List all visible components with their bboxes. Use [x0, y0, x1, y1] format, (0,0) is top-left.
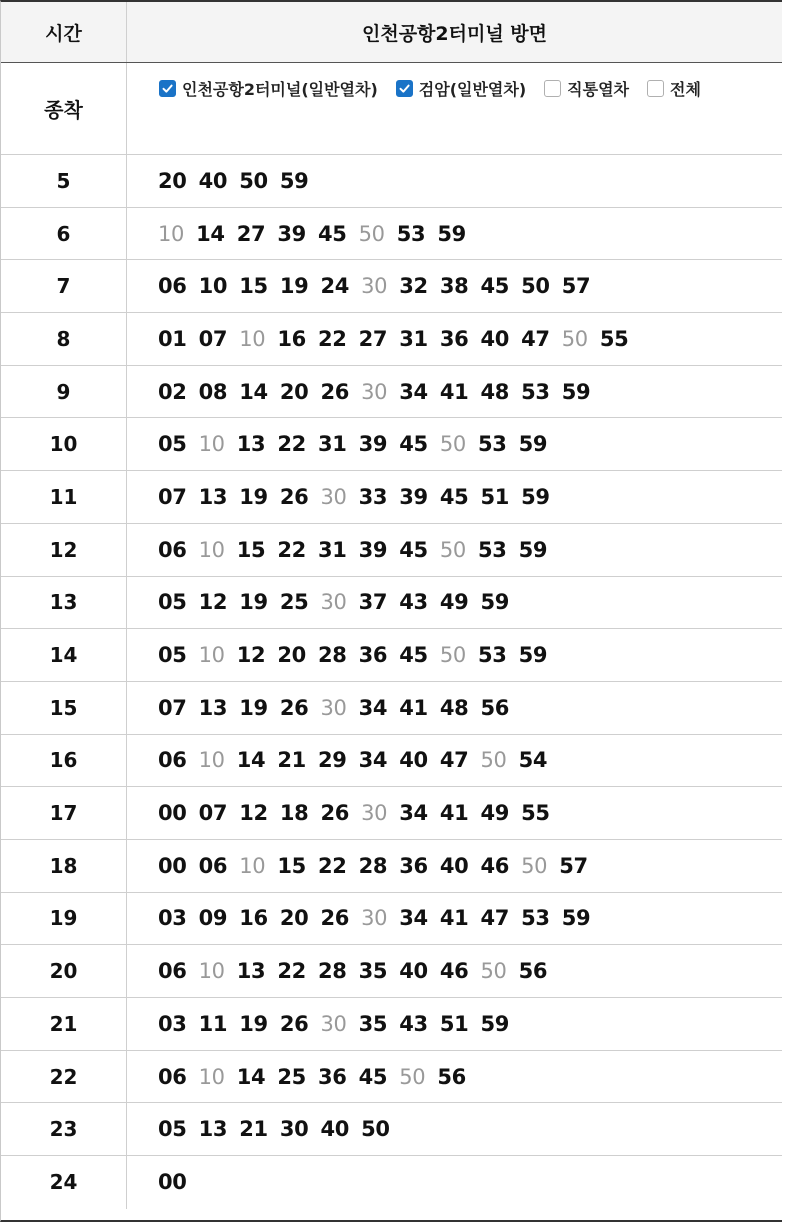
- departure-times: [127, 155, 782, 207]
- departure-times: [127, 577, 782, 629]
- departure-minute: 48: [439, 695, 469, 720]
- departure-minute: 25: [279, 590, 309, 615]
- departure-minute: 13: [236, 432, 266, 457]
- departure-minute: 40: [320, 1117, 350, 1142]
- departure-minute: 49: [480, 801, 510, 826]
- train-type-filters: [127, 63, 782, 154]
- departure-minute-muted: 50: [439, 432, 466, 457]
- departure-minute-muted: 50: [358, 221, 385, 246]
- table-row: [1, 418, 782, 471]
- departure-minute: 26: [279, 1011, 309, 1036]
- filter-option-label: 검암(일반열차): [418, 80, 527, 99]
- departure-minute: 36: [358, 643, 388, 668]
- departure-times: [127, 682, 782, 734]
- departure-minute: 21: [277, 748, 306, 773]
- table-header-row: [1, 2, 782, 63]
- departure-minute-muted: 10: [198, 643, 225, 668]
- table-row: [1, 945, 782, 998]
- departure-minute: 56: [480, 695, 510, 720]
- departure-minute: 47: [480, 906, 510, 931]
- departure-minute: 40: [198, 168, 228, 193]
- departure-minute: 50: [361, 1117, 390, 1142]
- departure-minute: 55: [599, 326, 629, 351]
- departure-minute-muted: 30: [320, 484, 347, 509]
- timetable-body: [1, 155, 782, 1209]
- departure-times: [127, 418, 782, 470]
- departure-minute-muted: 30: [320, 695, 347, 720]
- departure-minute: 05: [158, 1117, 187, 1142]
- hour-cell: 23: [1, 1103, 127, 1155]
- departure-minute: 57: [561, 274, 591, 299]
- departure-minute: 24: [320, 274, 350, 299]
- departure-minute: 59: [561, 906, 591, 931]
- filter-row: [1, 63, 782, 155]
- filter-option-3[interactable]: [647, 77, 701, 100]
- departure-minute: 57: [559, 853, 588, 878]
- departure-minute: 26: [320, 379, 350, 404]
- departure-minute: 45: [480, 274, 510, 299]
- departure-minute: 12: [239, 801, 268, 826]
- table-row: [1, 840, 782, 893]
- departure-minute: 39: [358, 537, 388, 562]
- hour-cell: 22: [1, 1051, 127, 1103]
- departure-minute: 26: [279, 484, 309, 509]
- departure-minute: 49: [439, 590, 469, 615]
- table-row: [1, 629, 782, 682]
- departure-minute: 14: [196, 221, 225, 246]
- hour-cell: 13: [1, 577, 127, 629]
- departure-minute: 12: [236, 643, 266, 668]
- departure-minute: 06: [158, 537, 187, 562]
- departure-minute: 59: [518, 643, 548, 668]
- departure-minute-muted: 10: [198, 432, 225, 457]
- departure-minute: 33: [358, 484, 388, 509]
- hour-cell: 11: [1, 471, 127, 523]
- departure-minute-muted: 50: [521, 853, 548, 878]
- departure-minute: 05: [158, 643, 187, 668]
- departure-minute: 00: [158, 801, 187, 826]
- departure-minute: 00: [158, 1170, 187, 1195]
- departure-minute-muted: 10: [239, 853, 266, 878]
- filter-option-label: 인천공항2터미널(일반열차): [182, 80, 378, 99]
- departure-minute: 34: [358, 748, 388, 773]
- departure-minute: 45: [399, 643, 428, 668]
- departure-minute: 53: [521, 379, 550, 404]
- table-row: [1, 1103, 782, 1156]
- filter-option-label: 전체: [669, 80, 701, 99]
- departure-minute: 26: [320, 801, 350, 826]
- departure-times: [127, 524, 782, 576]
- departure-minute: 40: [480, 326, 510, 351]
- departure-minute: 48: [480, 379, 510, 404]
- hour-cell: 15: [1, 682, 127, 734]
- table-row: [1, 1051, 782, 1104]
- checkbox-unchecked-icon[interactable]: [544, 80, 561, 97]
- departure-minute: 32: [399, 274, 428, 299]
- departure-minute: 07: [198, 326, 228, 351]
- departure-times: [127, 893, 782, 945]
- table-row: [1, 998, 782, 1051]
- departure-minute: 36: [318, 1064, 347, 1089]
- departure-minute: 59: [521, 484, 550, 509]
- table-row: [1, 1156, 782, 1209]
- departure-minute: 51: [480, 484, 510, 509]
- departure-minute: 22: [277, 959, 306, 984]
- table-row: [1, 366, 782, 419]
- hour-cell: 18: [1, 840, 127, 892]
- departure-minute-muted: 30: [361, 379, 388, 404]
- departure-minute: 15: [277, 853, 306, 878]
- departure-minute: 46: [480, 853, 510, 878]
- departure-minute: 59: [279, 168, 309, 193]
- hour-cell: 21: [1, 998, 127, 1050]
- departure-minute-muted: 10: [198, 959, 225, 984]
- departure-minute: 45: [318, 221, 347, 246]
- departure-minute-muted: 30: [361, 906, 388, 931]
- departure-minute: 51: [439, 1011, 469, 1036]
- departure-minute: 08: [198, 379, 228, 404]
- departure-minute: 47: [439, 748, 469, 773]
- departure-minute: 47: [521, 326, 550, 351]
- hour-cell: 7: [1, 260, 127, 312]
- departure-minute: 15: [236, 537, 266, 562]
- departure-minute: 05: [158, 590, 187, 615]
- departure-minute: 01: [158, 326, 187, 351]
- hour-cell: 12: [1, 524, 127, 576]
- departure-minute: 39: [277, 221, 306, 246]
- direction-column-header: 인천공항2터미널 방면: [361, 22, 548, 45]
- departure-minute: 59: [561, 379, 591, 404]
- departure-minute: 31: [318, 537, 347, 562]
- departure-minute: 45: [399, 432, 428, 457]
- departure-times: [127, 1156, 782, 1209]
- departure-minute: 12: [198, 590, 228, 615]
- departure-minute: 59: [518, 537, 548, 562]
- departure-times: [127, 735, 782, 787]
- departure-minute: 13: [198, 1117, 228, 1142]
- departure-minute: 03: [158, 906, 187, 931]
- departure-minute: 02: [158, 379, 187, 404]
- departure-minute: 59: [437, 221, 466, 246]
- departure-minute: 07: [158, 695, 187, 720]
- table-row: [1, 787, 782, 840]
- departure-minute: 13: [198, 695, 228, 720]
- departure-minute: 16: [277, 326, 306, 351]
- departure-minute: 27: [358, 326, 388, 351]
- departure-minute: 14: [239, 379, 268, 404]
- departure-minute: 54: [518, 748, 548, 773]
- departure-minute: 43: [399, 1011, 428, 1036]
- departure-minute-muted: 10: [198, 1064, 225, 1089]
- hour-cell: 16: [1, 735, 127, 787]
- departure-minute: 53: [478, 537, 507, 562]
- departure-minute: 34: [399, 379, 428, 404]
- departure-minute: 22: [318, 326, 347, 351]
- table-row: [1, 155, 782, 208]
- departure-minute: 50: [239, 168, 268, 193]
- filter-option-2[interactable]: [544, 77, 629, 100]
- departure-times: [127, 629, 782, 681]
- departure-minute: 28: [318, 643, 347, 668]
- departure-minute: 40: [439, 853, 469, 878]
- departure-minute: 09: [198, 906, 228, 931]
- departure-minute: 37: [358, 590, 388, 615]
- filter-option-0[interactable]: [159, 77, 378, 100]
- departure-minute: 31: [399, 326, 428, 351]
- departure-minute: 06: [158, 1064, 187, 1089]
- departure-minute: 34: [399, 906, 428, 931]
- departure-minute: 20: [158, 168, 187, 193]
- table-row: [1, 524, 782, 577]
- departure-minute-muted: 30: [320, 590, 347, 615]
- hour-column-header: 시간: [1, 2, 127, 62]
- departure-minute: 43: [399, 590, 428, 615]
- departure-minute: 28: [318, 959, 347, 984]
- departure-minute: 36: [399, 853, 428, 878]
- departure-minute: 20: [279, 379, 309, 404]
- departure-minute: 06: [158, 748, 187, 773]
- departure-minute: 00: [158, 853, 187, 878]
- table-row: [1, 577, 782, 630]
- hour-cell: 20: [1, 945, 127, 997]
- departure-minute: 13: [198, 484, 228, 509]
- departure-minute: 19: [239, 484, 268, 509]
- departure-times: [127, 998, 782, 1050]
- departure-minute-muted: 50: [561, 326, 588, 351]
- departure-minute: 31: [318, 432, 347, 457]
- departure-minute: 19: [239, 1011, 268, 1036]
- departure-minute: 26: [320, 906, 350, 931]
- departure-minute: 14: [236, 748, 266, 773]
- departure-minute: 59: [518, 432, 548, 457]
- departure-minute: 59: [480, 590, 510, 615]
- hour-cell: 6: [1, 208, 127, 260]
- departure-minute: 14: [236, 1064, 266, 1089]
- departure-minute: 35: [358, 959, 388, 984]
- departure-minute: 41: [439, 379, 469, 404]
- hour-cell: 8: [1, 313, 127, 365]
- departure-times: [127, 1051, 782, 1103]
- departure-minute: 28: [358, 853, 388, 878]
- departure-minute: 18: [279, 801, 309, 826]
- terminal-label: 종착: [1, 63, 127, 154]
- departure-minute: 53: [478, 643, 507, 668]
- departure-times: [127, 787, 782, 839]
- departure-minute: 06: [198, 853, 228, 878]
- table-row: [1, 893, 782, 946]
- departure-minute: 05: [158, 432, 187, 457]
- departure-minute-muted: 10: [198, 537, 225, 562]
- departure-times: [127, 471, 782, 523]
- departure-minute: 25: [277, 1064, 306, 1089]
- departure-minute: 20: [279, 906, 309, 931]
- departure-minute: 07: [158, 484, 187, 509]
- departure-minute: 06: [158, 274, 187, 299]
- departure-minute: 34: [358, 695, 388, 720]
- hour-cell: 19: [1, 893, 127, 945]
- departure-minute: 39: [358, 432, 388, 457]
- departure-minute: 40: [399, 959, 428, 984]
- departure-minute: 15: [239, 274, 268, 299]
- departure-minute: 07: [198, 801, 228, 826]
- table-row: [1, 208, 782, 261]
- departure-minute: 53: [396, 221, 426, 246]
- departure-minute-muted: 50: [439, 643, 466, 668]
- departure-minute: 10: [198, 274, 228, 299]
- departure-minute: 38: [439, 274, 469, 299]
- departure-minute: 22: [318, 853, 347, 878]
- departure-times: [127, 366, 782, 418]
- table-row: [1, 735, 782, 788]
- departure-minute: 19: [239, 695, 268, 720]
- departure-minute: 45: [358, 1064, 388, 1089]
- departure-minute: 56: [437, 1064, 466, 1089]
- departure-minute: 11: [198, 1011, 228, 1036]
- departure-minute: 16: [239, 906, 268, 931]
- departure-times: [127, 945, 782, 997]
- departure-times: [127, 840, 782, 892]
- checkbox-unchecked-icon[interactable]: [647, 80, 664, 97]
- departure-minute: 34: [399, 801, 428, 826]
- hour-cell: 9: [1, 366, 127, 418]
- departure-minute: 39: [399, 484, 428, 509]
- departure-minute: 50: [521, 274, 550, 299]
- departure-minute-muted: 50: [399, 1064, 426, 1089]
- departure-minute: 40: [399, 748, 428, 773]
- departure-minute-muted: 30: [361, 801, 388, 826]
- departure-minute: 45: [439, 484, 469, 509]
- departure-minute: 03: [158, 1011, 187, 1036]
- departure-minute-muted: 10: [198, 748, 225, 773]
- departure-minute: 53: [521, 906, 550, 931]
- departure-minute: 36: [439, 326, 469, 351]
- departure-times: [127, 208, 782, 260]
- departure-minute: 46: [439, 959, 469, 984]
- filter-option-label: 직통열차: [567, 80, 629, 99]
- departure-minute: 59: [480, 1011, 510, 1036]
- departure-minute: 56: [518, 959, 548, 984]
- departure-minute: 35: [358, 1011, 388, 1036]
- hour-cell: 10: [1, 418, 127, 470]
- departure-minute: 53: [478, 432, 507, 457]
- hour-cell: 5: [1, 155, 127, 207]
- departure-minute: 19: [279, 274, 309, 299]
- departure-minute: 30: [279, 1117, 309, 1142]
- departure-times: [127, 260, 782, 312]
- table-row: [1, 471, 782, 524]
- departure-minute: 20: [277, 643, 306, 668]
- departure-minute: 41: [399, 695, 428, 720]
- departure-minute-muted: 30: [361, 274, 388, 299]
- departure-minute: 41: [439, 906, 469, 931]
- departure-minute: 27: [236, 221, 266, 246]
- departure-minute-muted: 30: [320, 1011, 347, 1036]
- departure-minute: 06: [158, 959, 187, 984]
- filter-option-1[interactable]: [396, 77, 526, 100]
- table-row: [1, 260, 782, 313]
- hour-cell: 17: [1, 787, 127, 839]
- departure-minute: 55: [521, 801, 550, 826]
- departure-minute: 41: [439, 801, 469, 826]
- departure-minute: 22: [277, 432, 306, 457]
- departure-times: [127, 313, 782, 365]
- departure-minute: 13: [236, 959, 266, 984]
- departure-minute-muted: 10: [239, 326, 266, 351]
- departure-minute: 29: [318, 748, 347, 773]
- departure-minute: 21: [239, 1117, 268, 1142]
- departure-times: [127, 1103, 782, 1155]
- checkbox-checked-icon[interactable]: [396, 80, 413, 97]
- table-row: [1, 313, 782, 366]
- checkbox-checked-icon[interactable]: [159, 80, 176, 97]
- departure-minute: 22: [277, 537, 306, 562]
- departure-minute-muted: 50: [480, 748, 507, 773]
- departure-minute: 26: [279, 695, 309, 720]
- departure-minute: 19: [239, 590, 268, 615]
- departure-minute-muted: 10: [158, 221, 185, 246]
- departure-minute-muted: 50: [439, 537, 466, 562]
- departure-minute-muted: 50: [480, 959, 507, 984]
- hour-cell: 14: [1, 629, 127, 681]
- hour-cell: 24: [1, 1156, 127, 1209]
- table-row: [1, 682, 782, 735]
- departure-minute: 45: [399, 537, 428, 562]
